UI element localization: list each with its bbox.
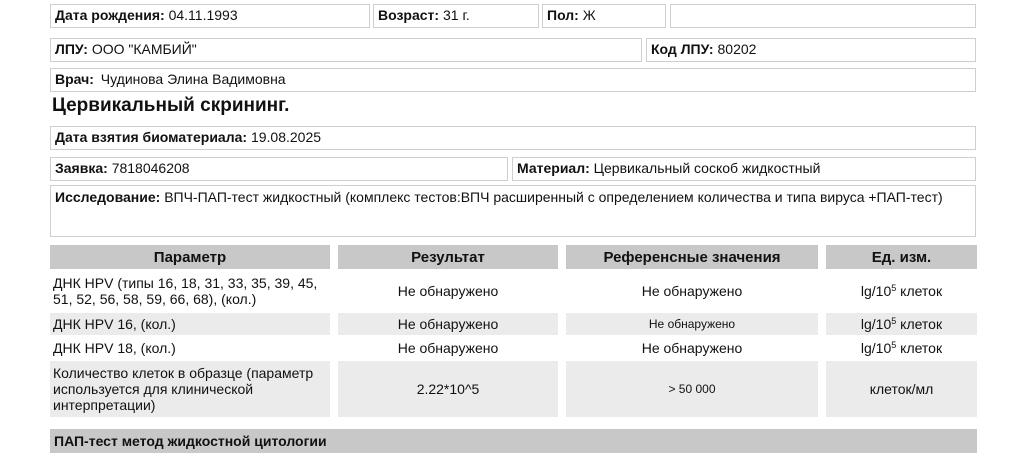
row-reference: Не обнаружено [566, 337, 826, 359]
doctor-value: Чудинова Элина Вадимовна [100, 71, 286, 87]
lpu-code-field [646, 38, 976, 62]
sex-label: Пол: [547, 7, 579, 23]
unit-base: lg/10 [860, 316, 892, 332]
lpu-code-value: 80202 [717, 41, 757, 57]
row-reference: > 50 000 [566, 361, 826, 417]
table-row [50, 361, 977, 417]
sex-value: Ж [582, 7, 596, 23]
empty-field [670, 4, 976, 28]
row-reference: Не обнаружено [566, 271, 826, 311]
unit-rest: клеток [896, 283, 943, 299]
unit-rest: клеток [896, 316, 943, 332]
row-result: Не обнаружено [338, 337, 566, 359]
material-field [512, 157, 976, 181]
unit-exp: 5 [891, 316, 897, 326]
unit-rest: клеток [896, 340, 943, 356]
row-unit [826, 337, 977, 359]
row-result: 2.22*10^5 [338, 361, 566, 417]
lpu-value: ООО "КАМБИЙ" [91, 41, 197, 57]
order-field [50, 157, 508, 181]
doctor-label: Врач: [55, 71, 94, 87]
lpu-code-label: Код ЛПУ: [651, 41, 714, 57]
header-unit: Ед. изм. [826, 245, 977, 269]
header-param: Параметр [50, 245, 338, 269]
row-result: Не обнаружено [338, 271, 566, 311]
sex-field [542, 4, 666, 28]
header-reference: Референсные значения [566, 245, 826, 269]
lpu-field [50, 38, 642, 62]
age-field [373, 4, 539, 28]
material-value: Цервикальный соскоб жидкостный [593, 160, 821, 176]
study-label: Исследование: [55, 189, 161, 205]
pap-test-section-header: ПАП-тест метод жидкостной цитологии [50, 429, 977, 453]
unit-base: lg/10 [860, 340, 892, 356]
dob-field [50, 4, 370, 28]
results-table [50, 243, 977, 419]
row-param: ДНК HPV 16, (кол.) [50, 313, 338, 335]
material-label: Материал: [517, 160, 590, 176]
table-row [50, 313, 977, 335]
sample-date-field [50, 126, 976, 150]
sample-date-value: 19.08.2025 [250, 129, 322, 145]
table-row [50, 271, 977, 311]
row-unit: клеток/мл [826, 361, 977, 417]
age-label: Возраст: [378, 7, 440, 23]
row-param: ДНК HPV (типы 16, 18, 31, 33, 35, 39, 45, 51, 52, 56, 58, 59, 66, 68), (кол.) [50, 271, 338, 311]
row-param: ДНК HPV 18, (кол.) [50, 337, 338, 359]
row-unit [826, 313, 977, 335]
row-unit [826, 271, 977, 311]
table-row [50, 337, 977, 359]
sample-date-label: Дата взятия биоматериала: [55, 129, 248, 145]
order-label: Заявка: [55, 160, 108, 176]
row-param: Количество клеток в образце (параметр используется для клинической интерпретации) [50, 361, 338, 417]
section-title: Цервикальный скрининг. [52, 95, 290, 116]
unit-base: lg/10 [860, 283, 892, 299]
lpu-label: ЛПУ: [55, 41, 88, 57]
unit-exp: 5 [891, 340, 897, 350]
dob-label: Дата рождения: [55, 7, 165, 23]
dob-value: 04.11.1993 [168, 7, 238, 23]
table-header-row [50, 245, 977, 269]
row-result: Не обнаружено [338, 313, 566, 335]
row-reference: Не обнаружено [566, 313, 826, 335]
study-value: ВПЧ-ПАП-тест жидкостный (комплекс тестов:ВПЧ расширенный с определением количества и типа вируса +ПАП-тест) [164, 189, 943, 205]
unit-exp: 5 [891, 283, 897, 293]
header-result: Результат [338, 245, 566, 269]
order-value: 7818046208 [111, 160, 190, 176]
age-value: 31 г. [442, 7, 470, 23]
study-field [50, 185, 976, 237]
doctor-field [50, 68, 976, 92]
